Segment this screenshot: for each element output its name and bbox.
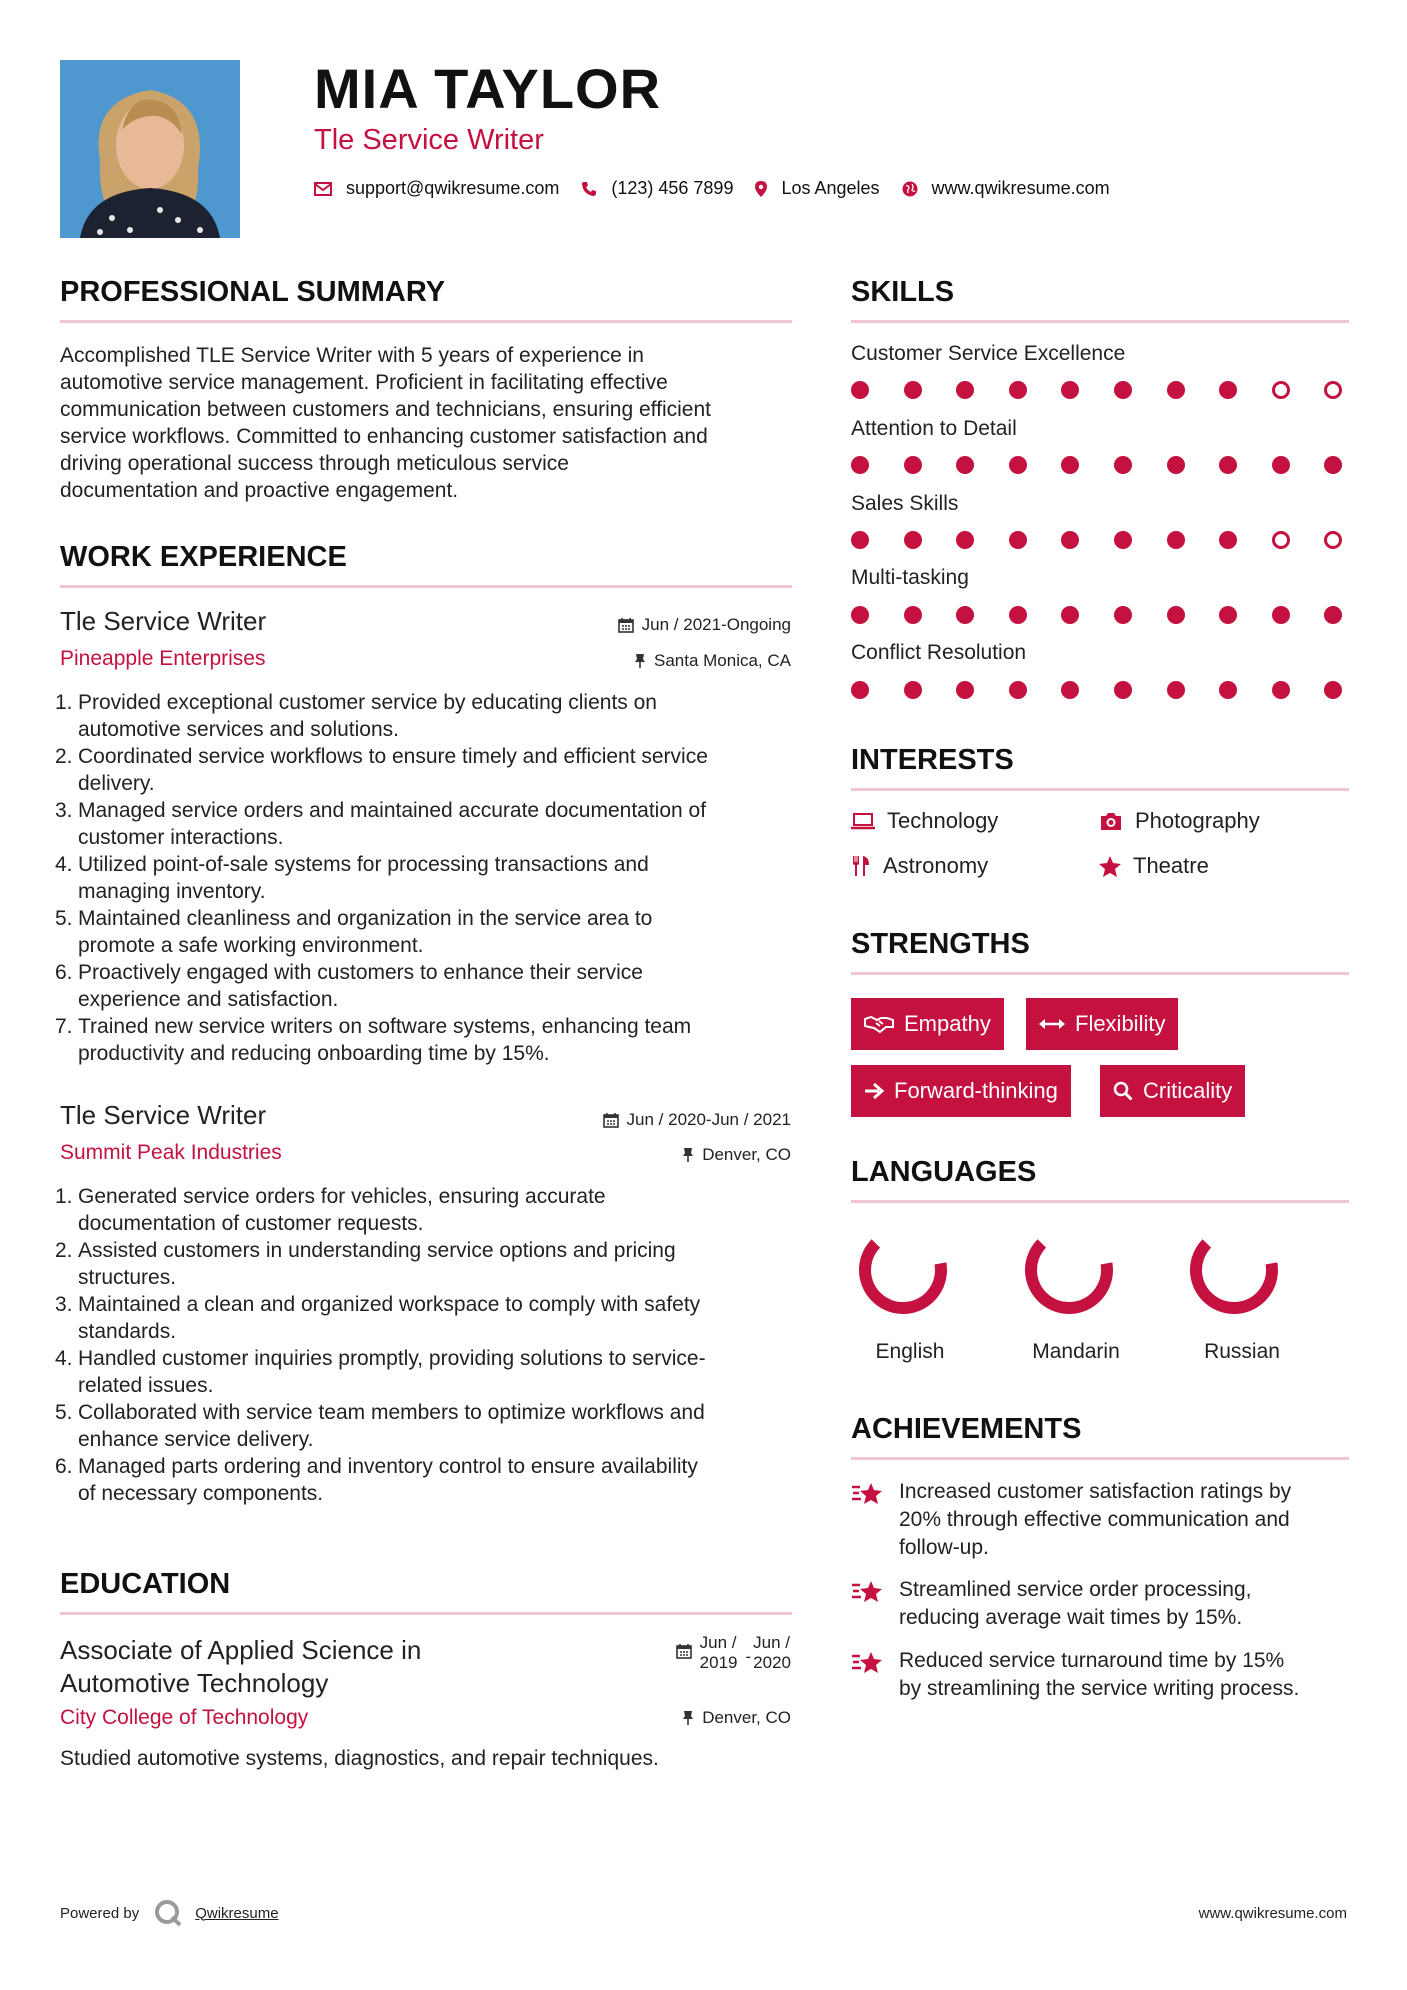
bullet-line: Managed service orders and maintained accurate documentation of [78,799,707,822]
skill-dot-filled [904,381,922,399]
interest-label: Theatre [1133,853,1209,878]
achievement-line: follow-up. [899,1536,989,1559]
skill-dot-filled [1061,531,1079,549]
skill-dot-filled [1009,456,1027,474]
bullet-number: 1. [55,1185,73,1208]
bullet-line: delivery. [78,772,155,795]
achievement-line: Streamlined service order processing, [899,1578,1252,1601]
skill-dot-empty [1324,381,1342,399]
achievement-item [851,1647,1349,1703]
skill-dot-filled [1167,531,1185,549]
list-item [55,797,797,851]
skill-rating [851,531,1349,551]
bullet-line: Managed parts ordering and inventory control to ensure availability [78,1455,698,1478]
achievement-item [851,1576,1349,1632]
skill-dot-filled [1272,456,1290,474]
skill-dot-filled [1219,531,1237,549]
skill-dot-filled [1009,381,1027,399]
skill-dot-filled [1219,381,1237,399]
map-pin-icon [755,181,767,197]
candidate-title: Tle Service Writer [314,124,544,156]
skill-dot-filled [956,531,974,549]
skill-dot-filled [1114,531,1132,549]
languages-divider [851,1200,1349,1203]
bullet-line: Provided exceptional customer service by educating clients on [78,691,657,714]
list-item [55,1291,797,1345]
skill-dot-filled [1324,456,1342,474]
strengths-heading: STRENGTHS [851,928,1030,960]
bullet-line: documentation of customer requests. [78,1212,424,1235]
job-location-text: Santa Monica, CA [653,651,791,670]
degree-line: Associate of Applied Science in [60,1635,422,1665]
summary-line: automotive service management. Proficient in facilitating effective [60,371,668,394]
degree-title [60,1634,421,1700]
skill-dot-filled [1272,606,1290,624]
laptop-icon [851,812,875,830]
interests-heading: INTERESTS [851,744,1014,776]
achievement-line: Reduced service turnaround time by 15% [899,1649,1285,1672]
arrow-right-icon [864,1082,884,1100]
bullet-line: related issues. [78,1374,214,1397]
language-name: Mandarin [1032,1340,1120,1363]
skill-dot-filled [1114,381,1132,399]
skill-dot-filled [1167,606,1185,624]
skill-rating [851,381,1349,401]
skill-dot-filled [904,606,922,624]
job-title: Tle Service Writer [60,606,267,636]
language-gauge [1009,1220,1129,1325]
strength-label: Empathy [904,1011,991,1036]
job-dates-text: Jun / 2020-Jun / 2021 [626,1110,791,1129]
bullet-line: Generated service orders for vehicles, ensuring accurate [78,1185,606,1208]
interest-astronomy [851,853,988,879]
interest-label: Technology [887,808,999,833]
skill-dot-filled [1167,681,1185,699]
interest-theatre [1099,853,1209,879]
experience-divider [60,585,792,588]
list-item [55,1345,797,1399]
language-ring-arc [859,1226,947,1314]
brand-link[interactable]: Qwikresume [195,1904,279,1922]
bullet-line: managing inventory. [78,880,266,903]
skill-dot-empty [1272,531,1290,549]
bullet-number: 7. [55,1015,73,1038]
strength-criticality [1100,1065,1245,1117]
list-item [55,743,797,797]
bullet-line: productivity and reducing onboarding time by 15%. [78,1042,550,1065]
skill-dot-filled [1219,456,1237,474]
email-text: support@qwikresume.com [346,178,560,198]
skill-dot-filled [1324,606,1342,624]
skill-dot-filled [1061,681,1079,699]
language-ring [1019,1220,1119,1320]
start-year: 2019 [699,1653,738,1672]
pushpin-icon [634,653,646,669]
start-month: Jun / [699,1633,737,1652]
job-location [682,1145,791,1165]
bullet-line: automotive services and solutions. [78,718,399,741]
skill-dot-filled [1219,681,1237,699]
contact-phone[interactable] [581,178,733,199]
bullet-line: experience and satisfaction. [78,988,339,1011]
school-name: City College of Technology [60,1706,309,1729]
globe-icon [902,181,918,197]
bullet-number: 3. [55,1293,73,1316]
achievements-divider [851,1457,1349,1460]
list-item [55,959,797,1013]
end-year: 2020 [753,1653,791,1672]
language-ring-arc [1025,1226,1113,1314]
skill-dot-filled [956,456,974,474]
summary-line: communication between customers and technicians, ensuring efficient [60,398,711,421]
bullet-line: Trained new service writers on software systems, enhancing team [78,1015,692,1038]
bullet-line: standards. [78,1320,177,1343]
strength-label: Flexibility [1075,1011,1166,1036]
end-date [753,1633,791,1673]
bullet-number: 4. [55,853,73,876]
degree-line: Automotive Technology [60,1668,329,1698]
achievement-text [899,1576,1252,1632]
achievement-text [899,1647,1299,1703]
job-bullets [55,1183,797,1507]
language-gauge [1174,1220,1294,1325]
interest-label: Photography [1135,808,1260,833]
powered-by-label: Powered by [60,1904,140,1922]
skill-rating [851,681,1349,701]
summary-divider [60,320,792,323]
end-month: Jun / [753,1633,791,1652]
bullet-line: Utilized point-of-sale systems for processing transactions and [78,853,649,876]
skill-name: Customer Service Excellence [851,342,1126,365]
contact-bar [314,178,1132,199]
language-name: English [875,1340,945,1363]
education-dates [676,1633,791,1673]
phone-icon [581,181,597,197]
bullet-line: customer interactions. [78,826,284,849]
envelope-icon [314,182,332,196]
company-name: Pineapple Enterprises [60,647,266,670]
list-item [55,1399,797,1453]
skill-dot-filled [851,381,869,399]
interests-divider [851,788,1349,791]
summary-line: driving operational success through meticulous service [60,452,569,475]
shooting-star-icon [851,1480,885,1506]
bullet-line: Coordinated service workflows to ensure timely and efficient service [78,745,708,768]
experience-heading: WORK EXPERIENCE [60,541,347,573]
bullet-line: Handled customer inquiries promptly, providing solutions to service- [78,1347,706,1370]
arrows-horizontal-icon [1039,1017,1065,1031]
skill-dot-empty [1324,531,1342,549]
education-heading: EDUCATION [60,1568,231,1600]
job-location [634,651,791,671]
bullet-number: 5. [55,907,73,930]
skill-dot-empty [1272,381,1290,399]
bullet-number: 5. [55,1401,73,1424]
bullet-line: Proactively engaged with customers to enhance their service [78,961,643,984]
skill-dot-filled [956,681,974,699]
powered-by [60,1898,279,1928]
languages-heading: LANGUAGES [851,1156,1037,1188]
bullet-line: Collaborated with service team members to optimize workflows and [78,1401,705,1424]
achievement-line: Increased customer satisfaction ratings by [899,1480,1292,1503]
language-ring [1184,1220,1284,1320]
shooting-star-icon [851,1578,885,1604]
achievement-text [899,1478,1291,1562]
achievement-line: by streamlining the service writing process. [899,1677,1300,1700]
skill-dot-filled [1114,456,1132,474]
education-location [682,1708,791,1728]
strength-forward-thinking [851,1065,1071,1117]
bullet-line: Maintained a clean and organized workspace to comply with safety [78,1293,701,1316]
education-location-text: Denver, CO [702,1708,791,1727]
bullet-line: Assisted customers in understanding service options and pricing [78,1239,676,1262]
portrait-illustration [60,60,240,238]
phone-text: (123) 456 7899 [611,178,734,198]
candidate-name: MIA TAYLOR [314,57,662,120]
job-dates [618,615,791,635]
bullet-line: enhance service delivery. [78,1428,314,1451]
contact-location [755,178,879,199]
strength-label: Forward-thinking [894,1078,1058,1103]
summary-line: Accomplished TLE Service Writer with 5 years of experience in [60,344,644,367]
strength-flexibility [1026,998,1178,1050]
skill-dot-filled [904,531,922,549]
search-icon [1113,1081,1133,1101]
skill-dot-filled [1114,681,1132,699]
start-date [700,1633,738,1673]
contact-website[interactable] [902,178,1110,199]
summary-heading: PROFESSIONAL SUMMARY [60,276,446,308]
skill-dot-filled [904,456,922,474]
skill-dot-filled [956,606,974,624]
star-icon [1099,856,1121,877]
list-item [55,689,797,743]
skill-dot-filled [1167,456,1185,474]
bullet-number: 2. [55,745,73,768]
job-location-text: Denver, CO [702,1145,791,1164]
location-text: Los Angeles [781,178,880,198]
profile-photo [60,60,240,238]
achievement-line: 20% through effective communication and [899,1508,1290,1531]
bullet-number: 4. [55,1347,73,1370]
skill-dot-filled [956,381,974,399]
interest-photography [1099,808,1260,834]
list-item [55,1453,797,1507]
job-title: Tle Service Writer [60,1100,267,1130]
skill-dot-filled [1114,606,1132,624]
skill-dot-filled [851,606,869,624]
bullet-line: Maintained cleanliness and organization in the service area to [78,907,653,930]
strength-empathy [851,998,1004,1050]
bullet-number: 2. [55,1239,73,1262]
skill-dot-filled [1167,381,1185,399]
camera-icon [1099,811,1123,831]
language-gauge [843,1220,963,1325]
footer-website[interactable]: www.qwikresume.com [1198,1905,1347,1922]
summary-text [60,342,800,504]
skill-dot-filled [1009,681,1027,699]
strength-label: Criticality [1143,1078,1233,1103]
skill-dot-filled [851,456,869,474]
skill-dot-filled [904,681,922,699]
job-dates-text: Jun / 2021-Ongoing [641,615,791,634]
calendar-icon [603,1112,619,1128]
bullet-number: 3. [55,799,73,822]
language-ring-arc [1190,1226,1278,1314]
interest-technology [851,808,998,834]
calendar-icon [618,617,634,633]
handshake-icon [864,1014,894,1034]
company-name: Summit Peak Industries [60,1141,282,1164]
bullet-number: 1. [55,691,73,714]
bullet-line: of necessary components. [78,1482,324,1505]
contact-email[interactable] [314,178,559,199]
utensils-icon [851,855,871,877]
skills-divider [851,320,1349,323]
skill-dot-filled [851,531,869,549]
website-text: www.qwikresume.com [931,178,1110,198]
job-dates [603,1110,791,1130]
skill-name: Conflict Resolution [851,641,1027,664]
achievements-heading: ACHIEVEMENTS [851,1413,1082,1445]
interest-label: Astronomy [883,853,989,878]
skill-dot-filled [1219,606,1237,624]
skill-name: Multi-tasking [851,566,969,589]
education-divider [60,1612,792,1615]
skills-heading: SKILLS [851,276,955,308]
list-item [55,1183,797,1237]
summary-line: service workflows. Committed to enhancing customer satisfaction and [60,425,708,448]
list-item [55,851,797,905]
skill-dot-filled [1272,681,1290,699]
list-item [55,1013,797,1067]
bullet-line: structures. [78,1266,177,1289]
list-item [55,905,797,959]
skill-rating [851,606,1349,626]
strengths-divider [851,972,1349,975]
skill-dot-filled [1061,381,1079,399]
date-separator: - [745,1647,752,1666]
skill-dot-filled [851,681,869,699]
skill-dot-filled [1061,606,1079,624]
summary-line: documentation and proactive engagement. [60,479,459,502]
pushpin-icon [682,1147,694,1163]
achievement-item [851,1478,1349,1562]
bullet-number: 6. [55,961,73,984]
skill-name: Sales Skills [851,492,959,515]
calendar-icon [676,1643,692,1659]
skill-name: Attention to Detail [851,417,1017,440]
language-name: Russian [1204,1340,1280,1363]
education-description: Studied automotive systems, diagnostics, and repair techniques. [60,1747,659,1770]
job-bullets [55,689,797,1067]
skill-dot-filled [1324,681,1342,699]
bullet-number: 6. [55,1455,73,1478]
bullet-line: promote a safe working environment. [78,934,424,957]
shooting-star-icon [851,1649,885,1675]
qwikresume-logo-icon [153,1898,183,1928]
skill-dot-filled [1009,531,1027,549]
achievement-line: reducing average wait times by 15%. [899,1606,1243,1629]
language-ring [853,1220,953,1320]
pushpin-icon [682,1710,694,1726]
skill-rating [851,456,1349,476]
skill-dot-filled [1061,456,1079,474]
list-item [55,1237,797,1291]
skill-dot-filled [1009,606,1027,624]
